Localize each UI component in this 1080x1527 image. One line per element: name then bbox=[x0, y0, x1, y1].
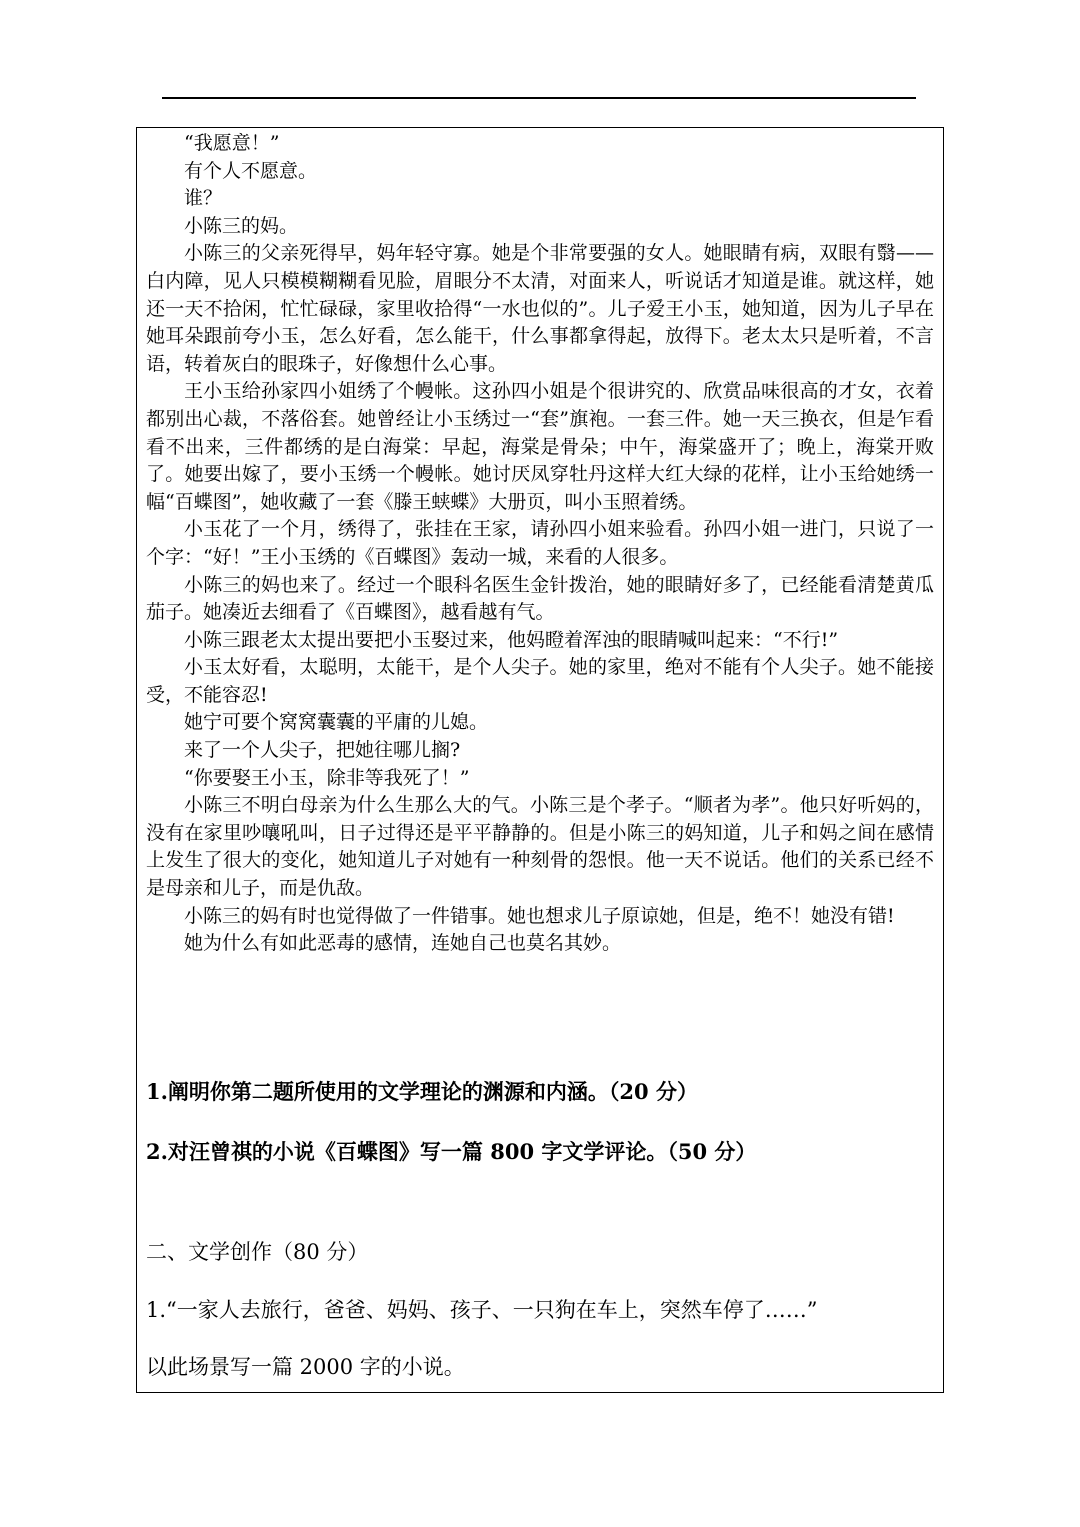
paragraph: 小陈三的妈也来了。经过一个眼科名医生金针拨治，她的眼睛好多了，已经能看清楚黄瓜茄子。她凑近去细看了《百蝶图》，越看越有气。 bbox=[146, 573, 934, 624]
paragraph: 小玉花了一个月，绣得了，张挂在王家，请孙四小姐来验看。孙四小姐一进门，只说了一个字：“好！”王小玉绣的《百蝶图》轰动一城，来看的人很多。 bbox=[146, 518, 934, 568]
writing-task-1: 1.“一家人去旅行，爸爸、妈妈、孩子、一只狗在车上，突然车停了……” bbox=[146, 1298, 818, 1322]
paragraph: 有个人不愿意。 bbox=[184, 159, 318, 182]
paragraph: 小陈三不明白母亲为什么生那么大的气。小陈三是个孝子。“顺者为孝”。他只好听妈的，没有在家里吵嚷吼叫，日子过得还是平平静静的。但是小陈三的妈知道，儿子和妈之间在感情上发生了很大的变化，她知道儿子对她有一种刻骨的怨恨。他一天不说话。他们的关系已经不是母亲和儿子，而是仇敌。 bbox=[146, 794, 934, 900]
story-passage bbox=[146, 130, 934, 958]
question-1: 1.阐明你第二题所使用的文学理论的渊源和内涵。（20 分） bbox=[146, 1079, 698, 1104]
paragraph: 小陈三跟老太太提出要把小玉娶过来，他妈瞪着浑浊的眼睛喊叫起来：“不行!” bbox=[184, 628, 839, 651]
paragraph: 小玉太好看，太聪明，太能干，是个人尖子。她的家里，绝对不能有个人尖子。她不能接受，不能容忍! bbox=[146, 656, 934, 706]
header-rule bbox=[162, 97, 916, 99]
paragraph: 她宁可要个窝窝囊囊的平庸的儿媳。 bbox=[184, 711, 489, 734]
writing-task-1-instruction: 以此场景写一篇 2000 字的小说。 bbox=[146, 1355, 465, 1379]
section-2-heading: 二、文学创作（80 分） bbox=[146, 1240, 369, 1264]
paragraph: 来了一个人尖子，把她往哪儿搁? bbox=[184, 739, 461, 762]
paragraph: 小陈三的妈有时也觉得做了一件错事。她也想求儿子原谅她，但是，绝不！她没有错! bbox=[184, 904, 895, 927]
paragraph: 王小玉给孙家四小姐绣了个幔帐。这孙四小姐是个很讲究的、欣赏品味很高的才女，衣着都别出心裁，不落俗套。她曾经让小玉绣过一“套”旗袍。一套三件。她一天三换衣，但是乍看看不出来，三件都绣的是白海棠：早起，海棠是骨朵；中午，海棠盛开了；晚上，海棠开败了。她要出嫁了，要小玉绣一个幔帐。她讨厌凤穿牡丹这样大红大绿的花样，让小玉给她绣一幅“百蝶图”，她收藏了一套《滕王蛱蝶》大册页，叫小玉照着绣。 bbox=[146, 380, 934, 513]
paragraph: 小陈三的父亲死得早，妈年轻守寡。她是个非常要强的女人。她眼睛有病，双眼有翳——白内障，见人只模模糊糊看见脸，眉眼分不太清，对面来人，听说话才知道是谁。就这样，她还一天不拾闲，忙忙碌碌，家里收拾得“一水也似的”。儿子爱王小玉，她知道，因为儿子早在她耳朵跟前夸小玉，怎么好看，怎么能干，什么事都拿得起，放得下。老太太只是听着，不言语，转着灰白的眼珠子，好像想什么心事。 bbox=[146, 242, 934, 375]
question-2: 2.对汪曾祺的小说《百蝶图》写一篇 800 字文学评论。（50 分） bbox=[146, 1139, 757, 1164]
paragraph: 小陈三的妈。 bbox=[184, 214, 299, 237]
paragraph: 她为什么有如此恶毒的感情，连她自己也莫名其妙。 bbox=[184, 932, 622, 955]
paragraph: 谁？ bbox=[184, 187, 223, 210]
paragraph: “你要娶王小玉，除非等我死了！” bbox=[184, 766, 470, 789]
paragraph: “我愿意！” bbox=[184, 132, 280, 154]
